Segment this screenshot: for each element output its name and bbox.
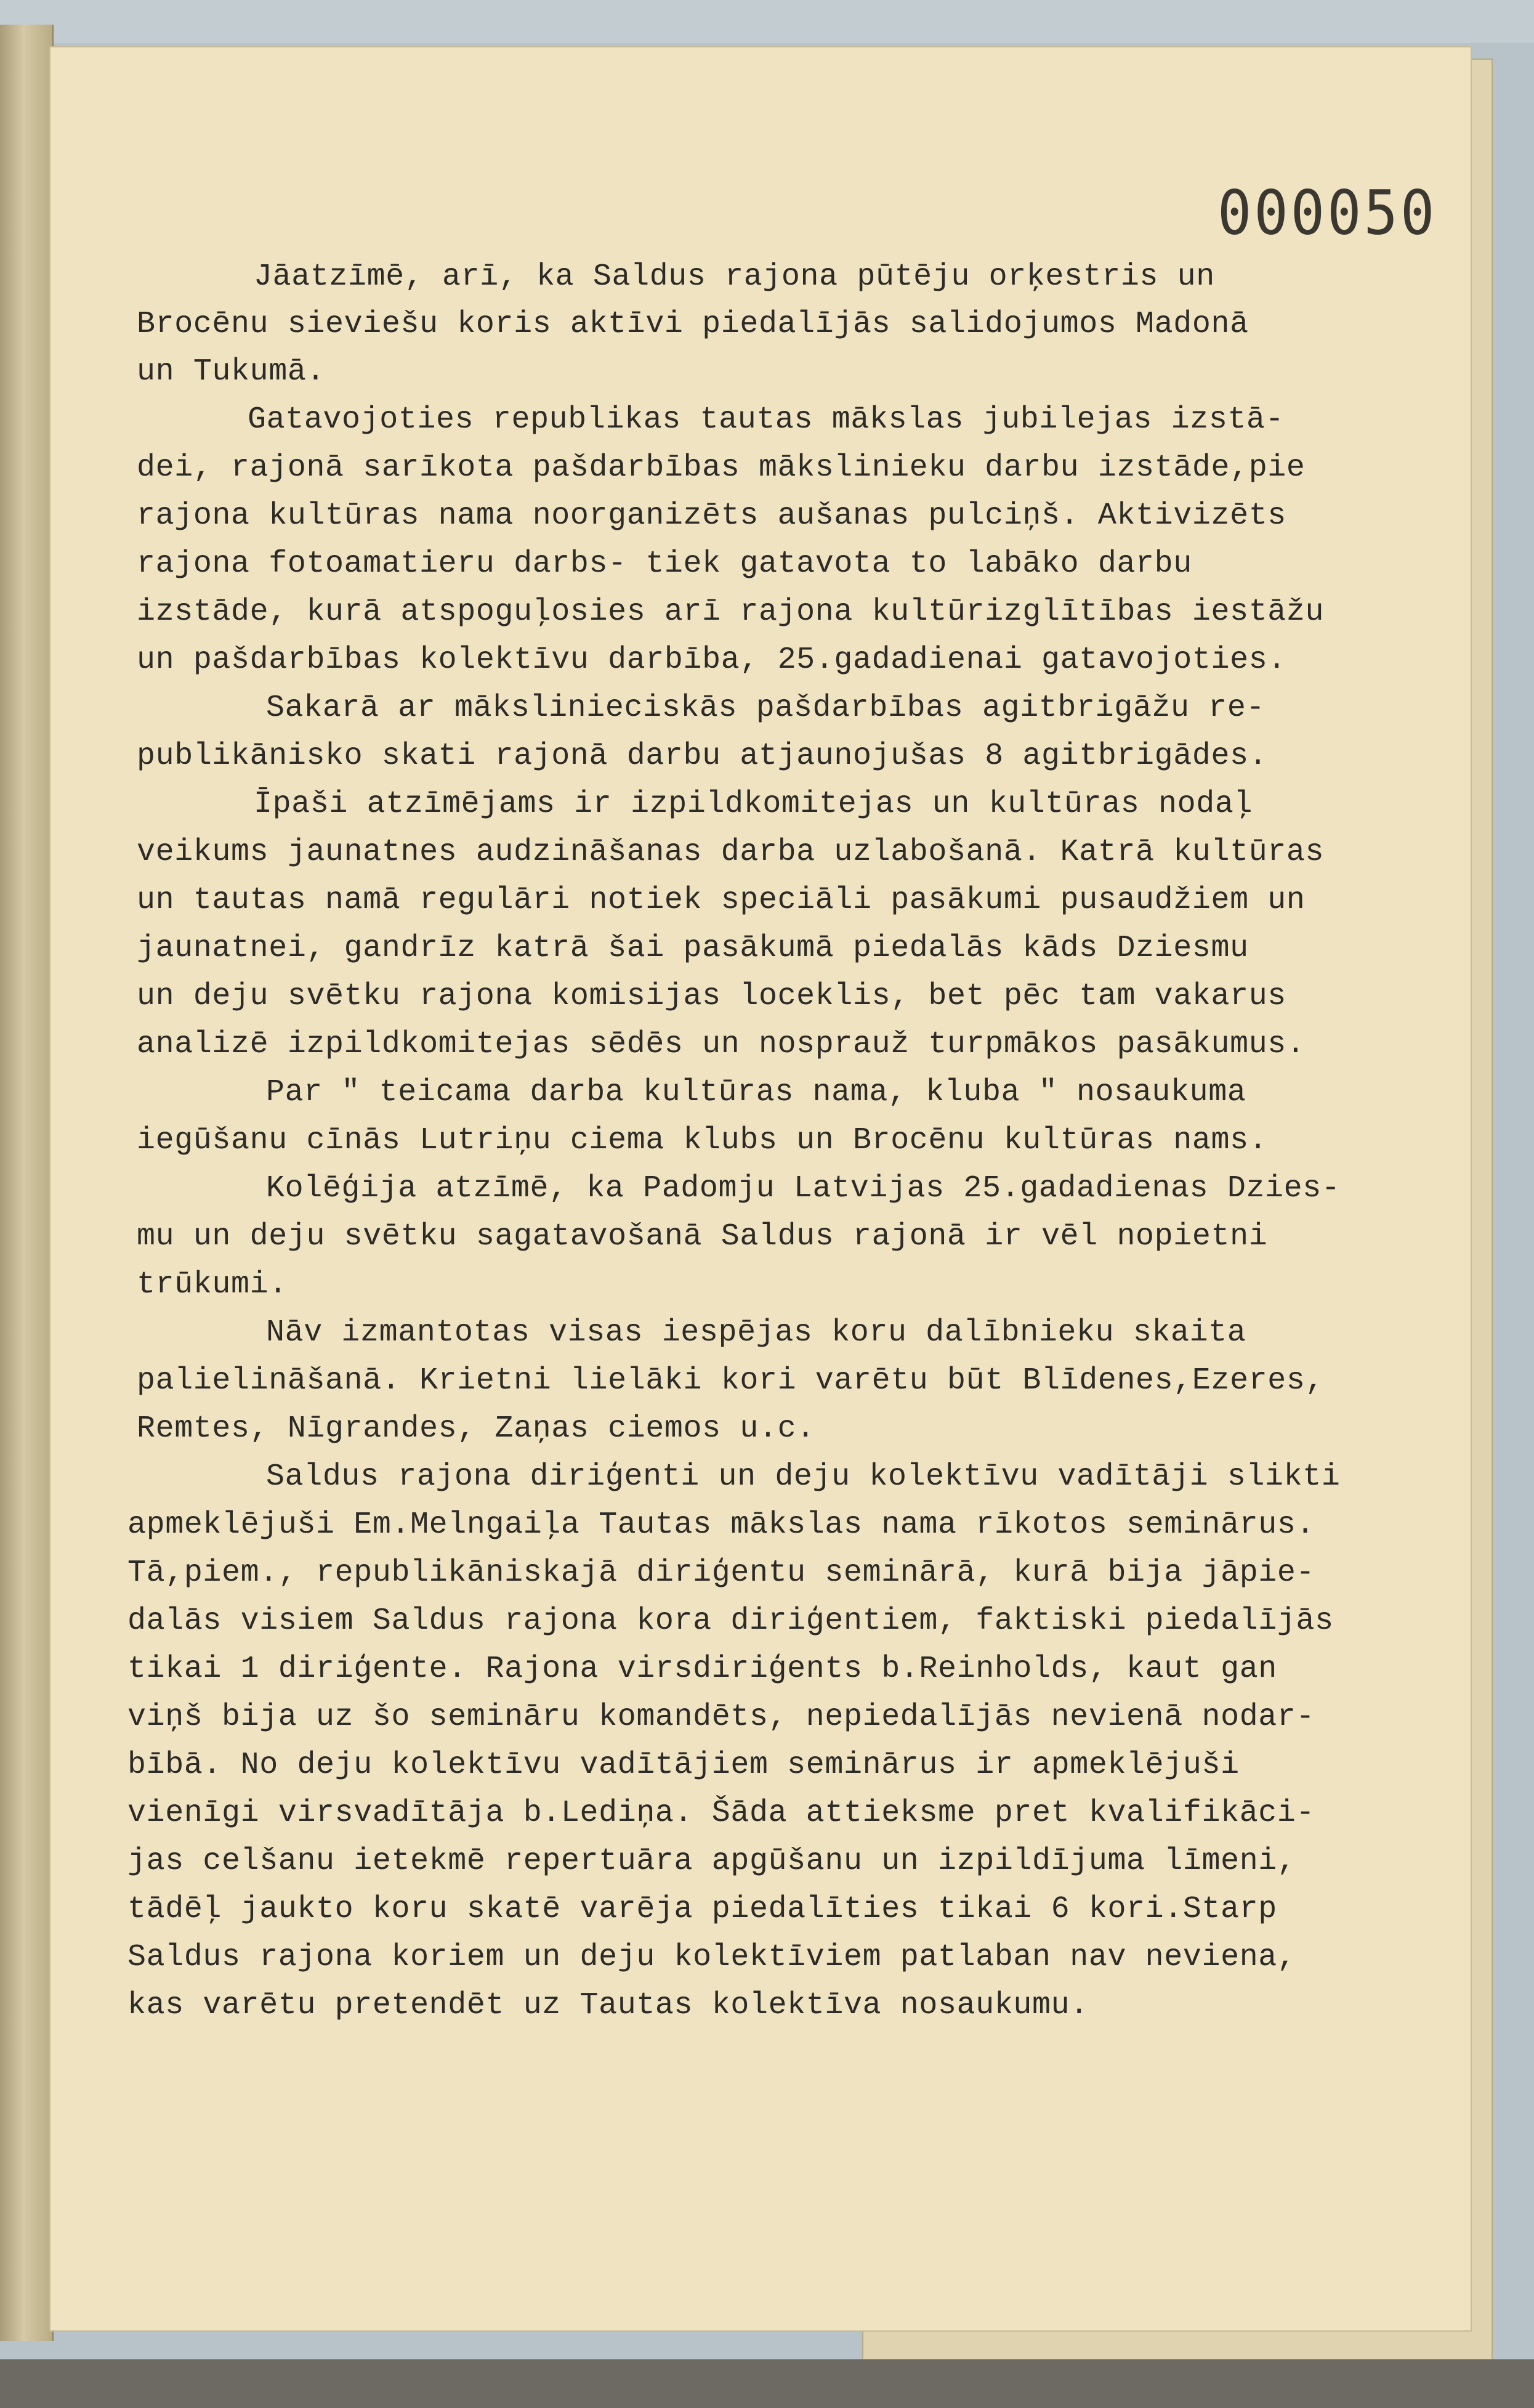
text-line: rajona kultūras nama noorganizēts aušanas pulciņš. Aktivizēts (137, 498, 1286, 533)
text-line: un tautas namā regulāri notiek speciāli pasākumi pusaudžiem un (137, 883, 1306, 918)
text-line: un Tukumā. (137, 354, 326, 389)
text-line: analizē izpildkomitejas sēdēs un nosprauž turpmākos pasākumus. (137, 1027, 1306, 1062)
text-line: rajona fotoamatieru darbs- tiek gatavota to labāko darbu (137, 546, 1192, 582)
text-line: tikai 1 diriģente. Rajona virsdiriģents b.Reinholds, kaut gan (127, 1652, 1277, 1687)
text-line: palielināšanā. Krietni lielāki kori varētu būt Blīdenes,Ezeres, (137, 1363, 1325, 1398)
page-number: 000050 (1217, 177, 1437, 249)
text-line: mu un deju svētku sagatavošanā Saldus rajonā ir vēl nopietni (137, 1219, 1268, 1254)
text-line: viņš bija uz šo semināru komandēts, nepiedalījās nevienā nodar- (127, 1700, 1315, 1735)
text-line: un pašdarbības kolektīvu darbība, 25.gadadienai gatavojoties. (137, 643, 1286, 678)
adjacent-page-edge (0, 25, 54, 2341)
text-line: Kolēģija atzīmē, ka Padomju Latvijas 25.gadadienas Dzies- (266, 1171, 1341, 1206)
text-line: kas varētu pretendēt uz Tautas kolektīva nosaukumu. (127, 1988, 1089, 2023)
text-line: Saldus rajona diriģenti un deju kolektīvu vadītāji slikti (266, 1459, 1341, 1494)
text-line: vienīgi virsvadītāja b.Lediņa. Šāda attieksme pret kvalifikāci- (127, 1796, 1315, 1831)
text-line: Saldus rajona koriem un deju kolektīviem patlaban nav neviena, (127, 1940, 1296, 1975)
text-line: dalās visiem Saldus rajona kora diriģentiem, faktiski piedalījās (127, 1603, 1334, 1639)
text-line: bībā. No deju kolektīvu vadītājiem seminārus ir apmeklējuši (127, 1748, 1240, 1783)
text-line: publikāniskо skati rajonā darbu atjaunojušas 8 agitbrigādes. (137, 739, 1268, 774)
text-line: Sakarā ar mākslinieciskās pašdarbības agitbrigāžu re- (266, 691, 1266, 726)
text-line: apmeklējuši Em.Melngaiļa Tautas mākslas nama rīkotos seminārus. (127, 1507, 1315, 1542)
scan-background (0, 0, 1534, 43)
text-line: iegūšanu cīnās Lutriņu ciema klubs un Brocēnu kultūras nams. (137, 1123, 1268, 1158)
text-line: Par " teicama darba kultūras nama, kluba " nosaukuma (266, 1075, 1246, 1110)
text-line: Tā,piem., republikāniskajā diriģentu seminārā, kurā bija jāpie- (127, 1555, 1315, 1591)
text-line: Nāv izmantotas visas iespējas koru dalībnieku skaita (266, 1315, 1246, 1350)
text-line: Remtes, Nīgrandes, Zaņas ciemos u.c. (137, 1411, 815, 1446)
text-line: jaunatnei, gandrīz katrā šai pasākumā piedalās kāds Dziesmu (137, 931, 1249, 966)
text-line: Jāatzīmē, arī, ka Saldus rajona pūtēju orķestris un (254, 259, 1215, 294)
text-line: veikums jaunatnes audzināšanas darba uzlabošanā. Katrā kultūras (137, 835, 1325, 870)
text-line: tādēļ jaukto koru skatē varēja piedalīties tikai 6 kori.Starp (127, 1892, 1277, 1927)
document-page (49, 46, 1472, 2332)
text-line: un deju svētku rajona komisijas loceklis, bet pēc tam vakarus (137, 979, 1286, 1014)
text-line: Gatavojoties republikas tautas mākslas jubilejas izstā- (248, 402, 1285, 437)
text-line: dei, rajonā sarīkota pašdarbības mākslinieku darbu izstāde,pie (137, 450, 1306, 485)
text-line: Brocēnu sieviešu koris aktīvi piedalījās salidojumos Madonā (137, 307, 1249, 342)
text-line: Īpaši atzīmējams ir izpildkomitejas un kultūras nodaļ (254, 787, 1253, 822)
text-line: trūkumi. (137, 1267, 288, 1302)
text-line: izstāde, kurā atspoguļosies arī rajona kultūrizglītības iestāžu (137, 594, 1325, 630)
scan-bottom-edge (0, 2359, 1534, 2408)
text-line: jas celšanu ietekmē repertuāra apgūšanu un izpildījuma līmeni, (127, 1844, 1296, 1879)
